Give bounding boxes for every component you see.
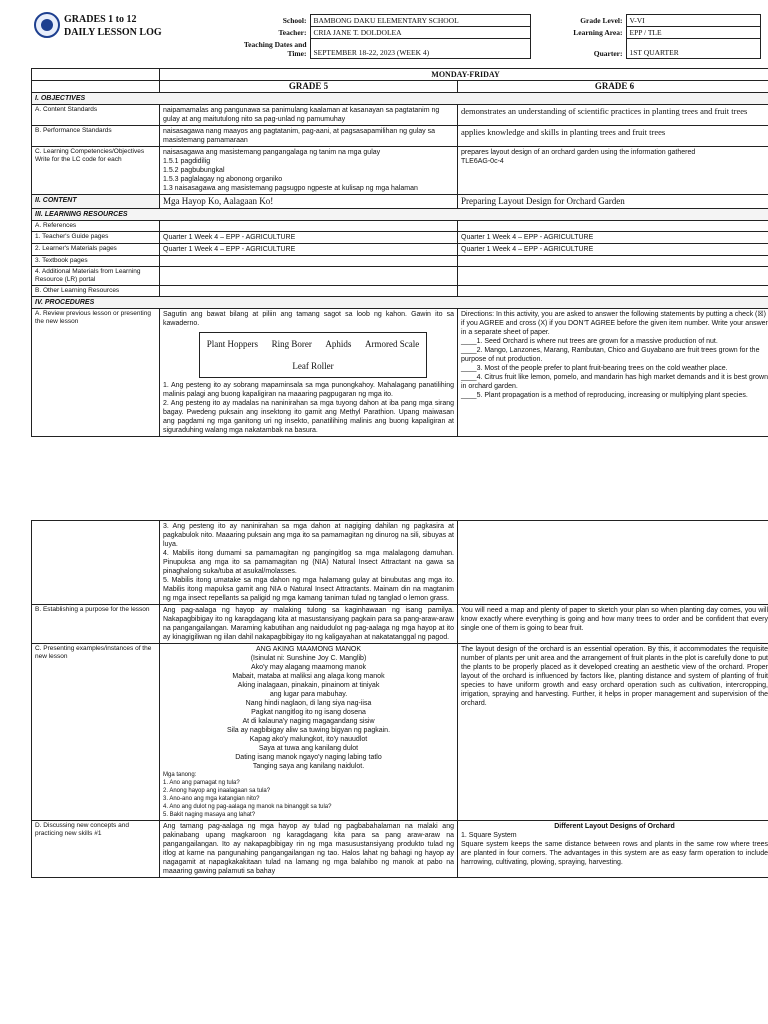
word-option: Leaf Roller [292,360,334,371]
procedures-heading: IV. PROCEDURES [32,297,768,309]
poem-line: Pagkat nangitlog ito ng isang dosena [251,709,366,716]
review-g5-continued [160,521,458,605]
lesson-table-page1 [31,68,768,437]
blank-corner [32,69,160,81]
performance-standards-g6: applies knowledge and skills in planting trees and fruit trees [458,126,768,147]
content-heading: II. CONTENT [32,195,160,209]
dates-value: SEPTEMBER 18-22, 2023 (WEEK 4) [310,39,530,59]
review-g6-item: ____3. Most of the people prefer to plant fruit-bearing trees on the cold weather place. [461,365,728,372]
form-title-line2: DAILY LESSON LOG [64,27,162,38]
word-option: Aphids [325,338,352,349]
review-g5-item: 3. Ang pesteng ito ay naninirahan sa mga dahon at nagiging dahilan ng pagkasira at pagkabulok nito. Maaaring puksain ang mga ito sa pamamagitan ng dinurog na sili, sibuyas at luya. [163,523,454,548]
poem-line: Dating isang manok ngayo'y naging labing tatlo [235,754,382,761]
content-standards-g6: demonstrates an understanding of scientific practices in planting trees and fruit trees [458,105,768,126]
answer-word-box [199,332,427,378]
learners-materials-g6: Quarter 1 Week 4 – EPP - AGRICULTURE [458,244,768,256]
review-g5-intro: Sagutin ang bawat bilang at piliin ang tamang sagot sa loob ng kahon. Gawin ito sa kawaderno. [163,311,454,327]
grade-level-label: Grade Level: [580,15,623,25]
competency-line: 1.5.3 paglalagay ng abonong organiko [163,176,283,183]
competencies-g5 [160,147,458,195]
resources-heading: III. LEARNING RESOURCES [32,209,768,221]
question-item: 4. Ano ang dulot ng pag-aalaga ng manok na binanggit sa tula? [163,804,332,810]
quarter-label: Quarter: [593,48,623,58]
discussing-g5: Ang tamang pag-aalaga ng mga hayop ay tulad ng pagbabahalaman na malaki ang pakinabang upang magkaroon ng karagdagang kita para sa pang araw-araw na pangangailangan. Ito ay nakapagbibigay rin ng mga masusustansiyang produkto tulad ng itlog at karne na pangunahing pangangailangan ng tao. Halos lahat ng bahagi ng hayop ay nagagamit at napagkakakitaan tulad na lamang ng mga balahibo ng manok at pabo na maaaring gawing palamuti sa bahay [160,821,458,878]
review-label: A. Review previous lesson or presenting the new lesson [32,309,160,437]
competency-line: 1.3 naisasagawa ang masistemang pagsugpo ngpeste at kulisap ng mga halaman [163,185,418,192]
content-g5: Mga Hayop Ko, Aalagaan Ko! [160,195,458,209]
content-standards-label: A. Content Standards [32,105,160,126]
competency-code: TLE6AG-0c-4 [461,158,504,165]
poem-line: Saya at tuwa ang kanilang dulot [258,745,359,752]
review-g6-intro: Directions: In this activity, you are asked to answer the following statements by putting a check (☒) if you AGREE and cross (X) if you DON'T AGREE before the given item number. Write your answer in a separate sheet of paper. [461,311,768,336]
lesson-table-page2 [31,520,768,878]
form-title-line1: GRADES 1 to 12 [64,14,137,25]
teachers-guide-g6: Quarter 1 Week 4 – EPP - AGRICULTURE [458,232,768,244]
poem-line: ang lugar para mabuhay. [269,691,348,698]
poem-line: Ako'y may alagang maamong manok [251,664,366,671]
question-item: 5. Bakit naging masaya ang lahat? [163,812,256,818]
lr-portal-label: 4. Additional Materials from Learning Resource (LR) portal [32,267,160,286]
review-g6-item: ____4. Citrus fruit like lemon, pomelo, and mandarin has high market demands and it is best grown in orchard garden. [461,374,768,390]
purpose-g6: You will need a map and plenty of paper to sketch your plan so when planting day comes, you will know exactly where everything is going and how many trees to order and be confident that every single one of them is going to bear fruit. [458,605,768,644]
poem-line: Sila ay nagbibigay aliw sa tuwing bigyan ng pagkain. [226,727,391,734]
content-standards-g5: naipamamalas ang pangunawa sa panimulang kaalaman at kasanayan sa pagtatanim ng gulay at ang maitutulong nito sa pag-unlad ng pamumuhay [160,105,458,126]
examples-g5 [160,644,458,821]
word-option: Armored Scale [364,338,420,349]
competencies-label: C. Learning Competencies/Objectives Write for the LC code for each [32,147,160,195]
school-label: School: [282,15,307,25]
poem-line: At di kalauna'y naging magagandang sisiw [242,718,375,725]
questions-label: Mga tanong: [163,772,197,778]
purpose-label: B. Establishing a purpose for the lesson [32,605,160,644]
objectives-heading: I. OBJECTIVES [32,93,768,105]
competency-line: 1.5.2 pagbubungkal [163,167,225,174]
teachers-guide-label: 1. Teacher's Guide pages [32,232,160,244]
layout-designs-title: Different Layout Designs of Orchard [554,823,675,830]
review-g6-item: ____5. Plant propagation is a method of reproducing, increasing or multiplying plant species. [461,392,748,399]
poem-line: Aking inalagaan, pinakain, pinainom at tiniyak [237,682,380,689]
school-value: BAMBONG DAKU ELEMENTARY SCHOOL [310,15,530,27]
blank-g6-cell [458,521,768,605]
teacher-value: CRIA JANE T. DOLDOLEA [310,27,530,39]
performance-standards-label: B. Performance Standards [32,126,160,147]
learning-area-label: Learning Area: [573,27,623,37]
textbook-label: 3. Textbook pages [32,256,160,267]
purpose-g5: Ang pag-aalaga ng hayop ay malaking tulong sa kaginhawaan ng isang pamilya. Nakapagbibigay ito ng karagdagang kita at masustansiyang pagkain para sa pang-araw-araw na pangangailangan. Maraming kabutihan ang naidudulot ng pag-aalaga ng mga hayop at ito ay kinagigiliwan ng iilan dahil nakapagbibigay ito ng kaligayahan at nakatatanggal ng pagod. [160,605,458,644]
review-g6-item: ____1. Seed Orchard is where nut trees are grown for a massive production of nut. [461,338,718,345]
poem-title: ANG AKING MAAMONG MANOK [255,646,361,653]
other-resources-label: B. Other Learning Resources [32,286,160,297]
poem-line: Tanging saya ang kanilang naidulot. [252,763,365,770]
learners-materials-label: 2. Learner's Materials pages [32,244,160,256]
review-g5-item: 4. Mabilis itong dumami sa pamamagitan ng pangingitlog sa mga malalagong damuhan. Pinupuksa ang mga ito sa pamamagitan ng (NIA) Natural Insect Attractant na gawa sa pinaghalong suka/tuba at asukal/molasses. [163,550,454,575]
question-item: 2. Anong hayop ang inaalagaan sa tula? [163,788,271,794]
poem-author: (Isinulat ni: Sunshine Joy C. Manglib) [250,655,367,662]
logo-seal-icon [34,12,60,38]
discussing-label: D. Discussing new concepts and practicing new skills #1 [32,821,160,878]
teacher-label: Teacher: [278,27,307,37]
examples-label: C. Presenting examples/instances of the new lesson [32,644,160,821]
review-g5-item: 5. Mabilis itong umatake sa mga dahon ng mga halamang gulay at binubutas ang mga ito. Mabilis itong mapuksa gamit ang NIA o Natural Insect Attractants. Mainam din na magtanim ng mga insect repellants sa paligid ng mga kamang taniman tulad ng tanglad o lemon grass. [163,577,454,602]
learners-materials-g5: Quarter 1 Week 4 – EPP - AGRICULTURE [160,244,458,256]
examples-g6: The layout design of the orchard is an essential operation. By this, it accommodates the requisite number of plants per unit area and the arrangement of fruit plants in the plot is carefully done to put the plants to be properly placed as it developed creating an aesthetic view of the orchard. Proper layout of the orchard is influenced by factors like, planting distance and system of planting of fruit species to have uniform growth and easy orchard operation such as cultivation, intercropping, irrigation, spraying and harvesting. Further, it helps in proper management and supervision of the orchard. [458,644,768,821]
content-g6: Preparing Layout Design for Orchard Garden [458,195,768,209]
competency-line: naisasagawa ang masistemang pangangalaga ng tanim na mga gulay [163,149,381,156]
grade5-heading: GRADE 5 [160,81,458,93]
poem-line: Nang hindi naglaon, di lang siya nag-iisa [245,700,372,707]
competency-line: prepares layout design of an orchard garden using the information gathered [461,149,696,156]
word-option: Plant Hoppers [206,338,259,349]
dates-label: Teaching Dates and Time: [243,39,307,58]
square-system-text: Square system keeps the same distance between rows and plants in the same row where trees are planted in four corners. The advantages in this system are as easy farm operation to include harrowing, cultivating, plowing, spraying, harvesting. [461,841,768,866]
word-option: Ring Borer [271,338,312,349]
discussing-g6 [458,821,768,878]
review-g5-item: 1. Ang pesteng ito ay sobrang mapaminsala sa mga punongkahoy. Mahalagang panatilihing malinis palagi ang buong kapaligiran na maaaring pagpugaran ng mga ito. [163,382,454,398]
poem [163,645,454,771]
header-info-table [224,14,760,59]
question-item: 1. Ano ang pamagat ng tula? [163,780,240,786]
square-system-heading: 1. Square System [461,832,517,839]
grade6-heading: GRADE 6 [458,81,768,93]
competency-line: 1.5.1 pagdidilig [163,158,211,165]
learning-area-value: EPP / TLE [626,27,760,39]
poem-line: Mabait, mataba at maliksi ang alaga kong manok [232,673,385,680]
review-g6 [458,309,768,437]
references-label: A. References [32,221,160,232]
teachers-guide-g5: Quarter 1 Week 4 – EPP - AGRICULTURE [160,232,458,244]
blank-label-cell [32,521,160,605]
competencies-g6 [458,147,768,195]
blank-corner-2 [32,81,160,93]
performance-standards-g5: naisasagawa nang maayos ang pagtatanim, pag-aani, at pagsasapamilihan ng gulay sa masistemang pamamaraan [160,126,458,147]
poem-line: Kapag ako'y malungkot, ito'y nauudlot [249,736,368,743]
review-g6-item: ____2. Mango, Lanzones, Marang, Rambutan, Chico and Guyabano are fruit trees grown for the purpose of nut production. [461,347,760,363]
review-g5-item: 2. Ang pesteng ito ay madalas na naninirahan sa mga tuyong dahon at iba pang mga sirang bagay. Pwedeng puksain ang insektong ito gamit ang Methyl Parathion. Upang maiwasan ang pagdami ng mga ganitong uri ng insekto, panatilihing malinis ang buong kapaligiran at siguraduhing walang mga nakatambak na basura. [163,400,454,434]
quarter-value: 1ST QUARTER [626,39,760,59]
question-item: 3. Ano-ano ang mga katangian nito? [163,796,260,802]
grade-level-value: V-VI [626,15,760,27]
review-g5 [160,309,458,437]
days-heading: MONDAY-FRIDAY [160,69,768,81]
